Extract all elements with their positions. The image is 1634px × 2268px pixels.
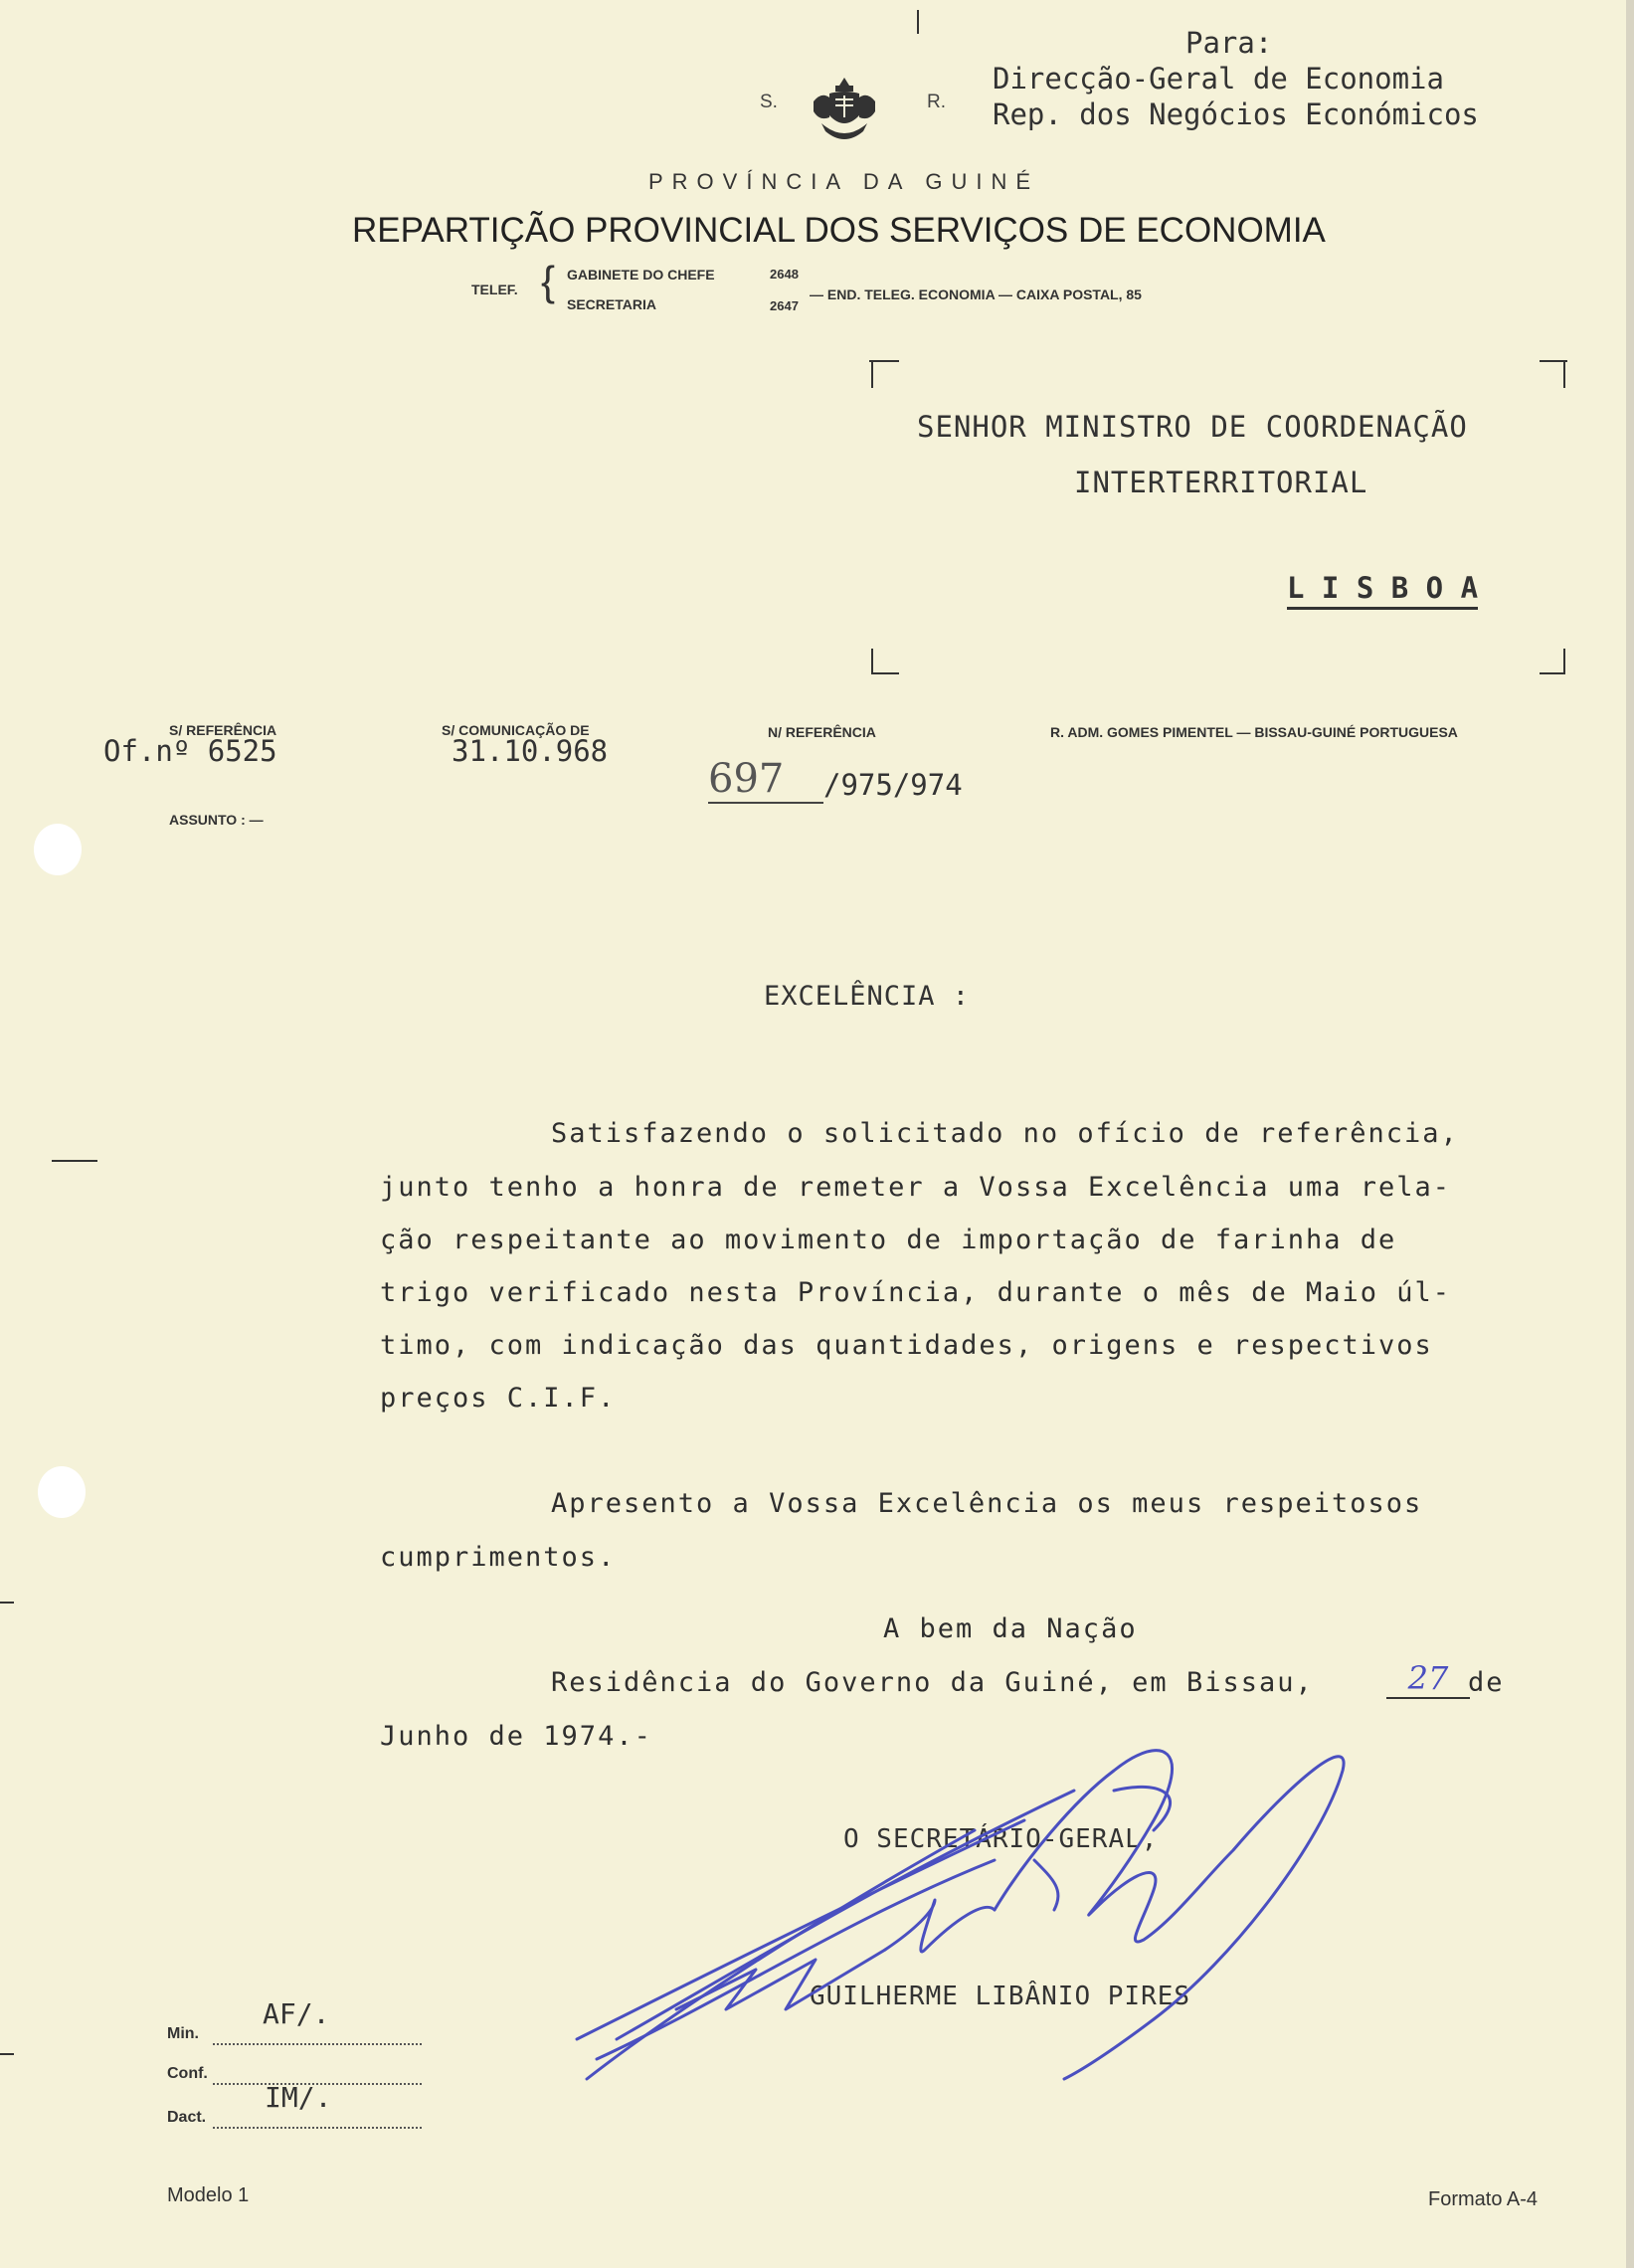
dact-value: IM/.	[265, 2081, 332, 2114]
phone1-label: GABINETE DO CHEFE	[567, 267, 715, 283]
s-ref-label: S/ REFERÊNCIA	[169, 722, 277, 738]
day-handwritten: 27	[1386, 1659, 1470, 1699]
punch-hole-top	[34, 824, 82, 875]
n-ref-handwritten: 697	[708, 756, 823, 804]
recipient-note-line1: Direcção-Geral de Economia	[993, 62, 1444, 95]
s-com-label: S/ COMUNICAÇÃO DE	[442, 722, 590, 738]
signatory-name: GUILHERME LIBÂNIO PIRES	[810, 1982, 1191, 2011]
recipient-note-line2: Rep. dos Negócios Económicos	[993, 97, 1479, 131]
dact-label: Dact.	[167, 2109, 207, 2126]
paragraph1-line: ção respeitante ao movimento de importação de farinha de	[380, 1225, 1397, 1255]
s-ref-value: Of.nº 6525	[103, 734, 277, 768]
margin-mark	[917, 10, 919, 34]
date-line: Junho de 1974.-	[380, 1721, 652, 1752]
office-title: REPARTIÇÃO PROVINCIAL DOS SERVIÇOS DE ECONOMIA	[352, 211, 1326, 250]
window-corner-mark	[1563, 360, 1565, 388]
telef-label: TELEF.	[471, 282, 518, 297]
seal-right-letter: R.	[927, 92, 946, 112]
paragraph1-line: Satisfazendo o solicitado no ofício de referência,	[551, 1118, 1459, 1149]
salutation: EXCELÊNCIA :	[764, 981, 971, 1012]
addressee-line1: SENHOR MINISTRO DE COORDENAÇÃO	[917, 410, 1468, 444]
window-corner-mark	[1540, 672, 1565, 674]
format-label: Formato A-4	[1428, 2188, 1539, 2210]
office-address: R. ADM. GOMES PIMENTEL — BISSAU-GUINÉ PORTUGUESA	[1050, 724, 1458, 740]
dact-dotted-line	[213, 2127, 422, 2129]
phone2-label: SECRETARIA	[567, 296, 656, 312]
s-com-value: 31.10.968	[452, 734, 609, 768]
seal-left-letter: S.	[760, 92, 778, 112]
coat-of-arms-icon	[810, 72, 879, 147]
n-ref-value: /975/974	[823, 768, 963, 802]
min-value: AF/.	[263, 1997, 330, 2030]
closing-line: A bem da Nação	[883, 1613, 1138, 1644]
paragraph1-line: trigo verificado nesta Província, durante o mês de Maio úl-	[380, 1277, 1452, 1308]
margin-mark	[0, 1602, 14, 1604]
window-corner-mark	[871, 672, 899, 674]
subject-label: ASSUNTO : —	[169, 812, 264, 828]
page-edge	[1626, 0, 1634, 2268]
paragraph2-line: Apresento a Vossa Excelência os meus respeitosos	[551, 1488, 1423, 1519]
signatory-title: O SECRETÁRIO-GERAL,	[843, 1824, 1159, 1854]
paragraph1-line: junto tenho a honra de remeter a Vossa Excelência uma rela-	[380, 1172, 1452, 1203]
recipient-note-label: Para:	[1185, 26, 1273, 60]
phone1-number: 2648	[770, 267, 799, 282]
min-dotted-line	[213, 2043, 422, 2045]
place-suffix: de	[1468, 1667, 1505, 1698]
conf-label: Conf.	[167, 2065, 208, 2082]
model-label: Modelo 1	[167, 2184, 250, 2206]
window-corner-mark	[1563, 649, 1565, 674]
window-corner-mark	[871, 649, 873, 674]
addressee-line2: INTERTERRITORIAL	[1074, 466, 1368, 499]
window-corner-mark	[871, 360, 873, 388]
punch-hole-bottom	[38, 1466, 86, 1518]
margin-mark	[0, 2053, 14, 2055]
telef-brace: {	[541, 258, 556, 304]
n-ref-label: N/ REFERÊNCIA	[768, 724, 876, 740]
window-corner-mark	[869, 360, 899, 362]
margin-mark	[52, 1160, 97, 1162]
paragraph1-line: timo, com indicação das quantidades, origens e respectivos	[380, 1330, 1433, 1361]
province-title: PROVÍNCIA DA GUINÉ	[648, 169, 1040, 194]
min-label: Min.	[167, 2025, 199, 2042]
signature-icon	[557, 1711, 1372, 2109]
paragraph2-line: cumprimentos.	[380, 1542, 617, 1573]
addressee-city: L I S B O A	[1287, 571, 1478, 610]
telegraph-line: — END. TELEG. ECONOMIA — CAIXA POSTAL, 85	[810, 286, 1142, 302]
paragraph1-line: preços C.I.F.	[380, 1383, 617, 1414]
phone2-number: 2647	[770, 298, 799, 313]
place-line: Residência do Governo da Guiné, em Bissau,	[551, 1667, 1314, 1698]
